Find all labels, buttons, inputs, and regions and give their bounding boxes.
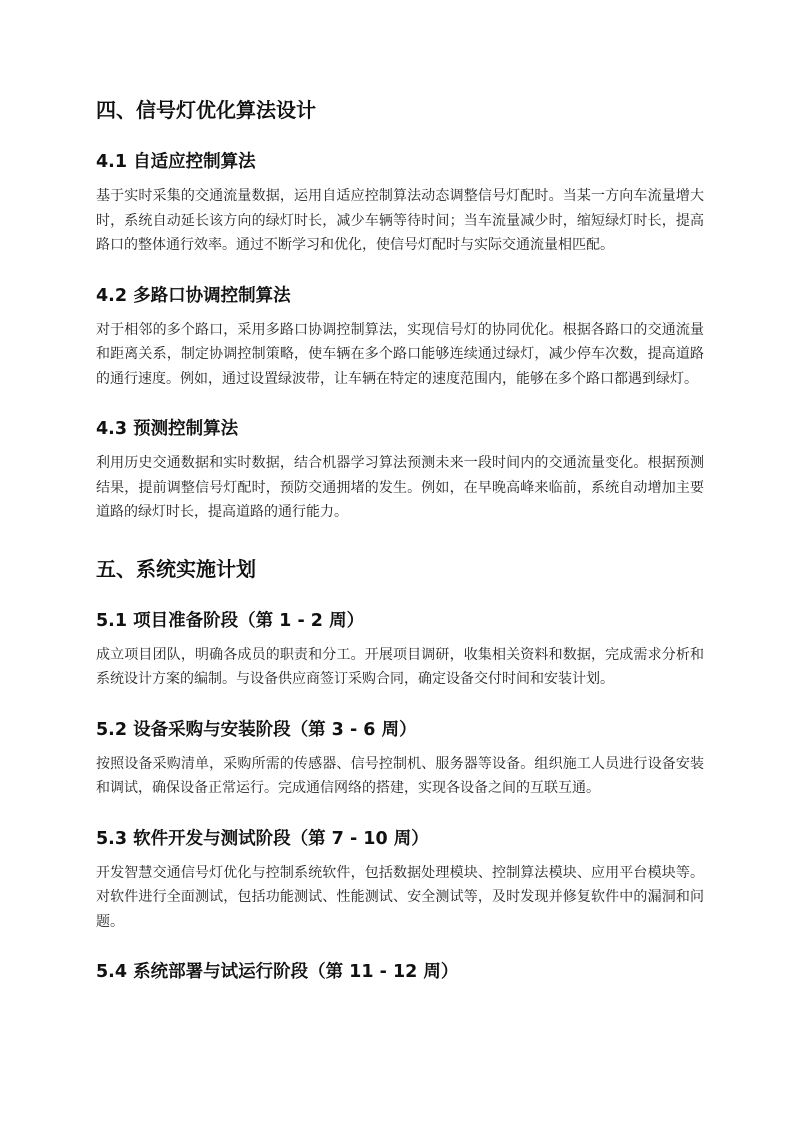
section-4-3-text: 利用历史交通数据和实时数据，结合机器学习算法预测未来一段时间内的交通流量变化。根据预测结果，提前调整信号灯配时，预防交通拥堵的发生。例如，在早晚高峰来临前，系统自动增加主要道路的绿灯时长，提高道路的通行能力。 bbox=[96, 455, 704, 520]
section-5-title: 五、系统实施计划 bbox=[96, 556, 256, 581]
section-4-3-title: 4.3 预测控制算法 bbox=[96, 419, 239, 439]
section-4-title: 四、信号灯优化算法设计 bbox=[96, 98, 316, 122]
section-4-1-title: 4.1 自适应控制算法 bbox=[96, 152, 256, 172]
section-5-2-title: 5.2 设备采购与安装阶段（第 3 - 6 周） bbox=[96, 719, 417, 740]
section-4-1-text: 基于实时采集的交通流量数据，运用自适应控制算法动态调整信号灯配时。当某一方向车流量增大时，系统自动延长该方向的绿灯时长，减少车辆等待时间；当车流量减少时，缩短绿灯时长，提高路口的整体通行效率。通过不断学习和优化，使信号灯配时与实际交通流量相匹配。 bbox=[96, 188, 704, 253]
section-4-2-text: 对于相邻的多个路口，采用多路口协调控制算法，实现信号灯的协同优化。根据各路口的交通流量和距离关系，制定协调控制策略，使车辆在多个路口能够连续通过绿灯，减少停车次数，提高道路的通行速度。例如，通过设置绿波带，让车辆在特定的速度范围内，能够在多个路口都遇到绿灯。 bbox=[96, 321, 704, 387]
section-5-3-text: 开发智慧交通信号灯优化与控制系统软件，包括数据处理模块、控制算法模块、应用平台模块等。对软件进行全面测试，包括功能测试、性能测试、安全测试等，及时发现并修复软件中的漏洞和问题。 bbox=[96, 864, 704, 930]
section-4-2-title: 4.2 多路口协调控制算法 bbox=[96, 285, 291, 306]
document-page bbox=[96, 92, 704, 988]
section-5-4-title: 5.4 系统部署与试运行阶段（第 11 - 12 周） bbox=[96, 962, 459, 982]
section-5-3-title: 5.3 软件开发与测试阶段（第 7 - 10 周） bbox=[96, 828, 429, 849]
section-5-1-title: 5.1 项目准备阶段（第 1 - 2 周） bbox=[96, 610, 365, 631]
section-5-1-text: 成立项目团队，明确各成员的职责和分工。开展项目调研，收集相关资料和数据，完成需求分析和系统设计方案的编制。与设备供应商签订采购合同，确定设备交付时间和安装计划。 bbox=[96, 646, 704, 687]
section-5-2-text: 按照设备采购清单，采购所需的传感器、信号控制机、服务器等设备。组织施工人员进行设备安装和调试，确保设备正常运行。完成通信网络的搭建，实现各设备之间的互联互通。 bbox=[96, 755, 704, 796]
